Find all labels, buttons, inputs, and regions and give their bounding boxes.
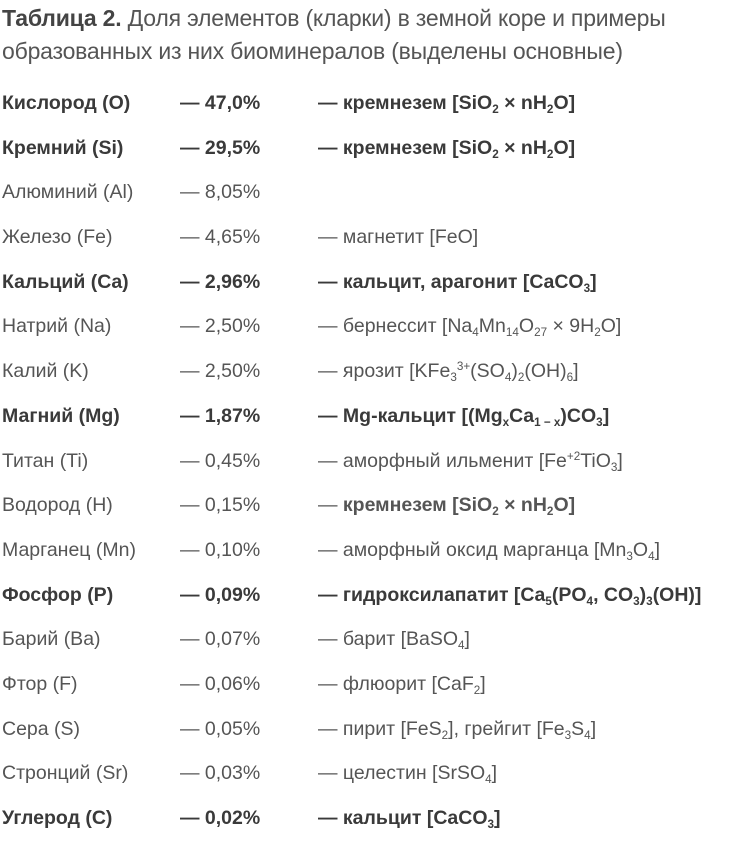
- element-name: Калий (K): [2, 360, 89, 383]
- element-percent: — 0,15%: [180, 494, 261, 517]
- element-percent: — 0,03%: [180, 762, 261, 785]
- biomineral: — кальцит, арагонит [CaCO$_3$]: [318, 270, 597, 295]
- biomineral: — кремнезем $[SiO_2 \times nH_2O]$: [318, 494, 576, 519]
- table-row: [2, 170, 744, 215]
- element-name: Марганец (Mn): [2, 538, 136, 561]
- table-row: [2, 796, 744, 841]
- element-name: Титан (Ti): [2, 449, 89, 472]
- biomineral: — целестин [SrSO$_4$]: [318, 762, 498, 787]
- biomineral: — барит [BaSO$_4$]: [318, 628, 470, 653]
- table-row: [2, 439, 744, 484]
- element-name: Кремний (Si): [2, 136, 124, 159]
- element-name: Водород (H): [2, 494, 113, 517]
- element-percent: — 29,5%: [180, 136, 261, 159]
- biomineral: — кальцит [CaCO$_3$]: [318, 807, 501, 832]
- element-name: Барий (Ba): [2, 628, 101, 651]
- table-row: [2, 751, 744, 796]
- element-percent: — 0,07%: [180, 628, 261, 651]
- biomineral: — флюорит [CaF$_2$]: [318, 672, 486, 698]
- element-percent: — 0,09%: [180, 583, 261, 606]
- table-row: [2, 394, 744, 439]
- biomineral: — аморфный ильменит $[Fe^{+2}TiO_3]$: [318, 449, 623, 474]
- biomineral: — кремнезем $[SiO_2 \times nH_2O]$: [318, 136, 576, 161]
- table-row: [2, 573, 744, 618]
- biomineral: — магнетит [FeO]: [318, 226, 479, 249]
- element-percent: — 0,05%: [180, 717, 261, 740]
- element-name: Алюминий (Al): [2, 181, 134, 204]
- biomineral: — ярозит $[KFe_3^{3+}(SO_4)_2(OH)_6]$: [318, 360, 579, 385]
- caption-label: Таблица 2.: [2, 5, 122, 31]
- elements-table: [2, 81, 744, 841]
- table-row: [2, 304, 744, 349]
- element-name: Сера (S): [2, 717, 81, 740]
- element-percent: — 0,45%: [180, 449, 261, 472]
- biomineral: — кремнезем $[SiO_2 \times nH_2O]$: [318, 92, 576, 117]
- table-row: [2, 215, 744, 260]
- biomineral: — бернессит $[Na_4Mn_{14}O_{27} \times 9H_2O]$: [318, 315, 622, 340]
- element-percent: — 4,65%: [180, 226, 261, 249]
- element-name: Кальций (Ca): [2, 270, 129, 293]
- table-row: [2, 662, 744, 707]
- element-percent: — 2,96%: [180, 270, 261, 293]
- biomineral: — гидроксилапатит [$Ca_5(PO_4$, $CO_3)_3(OH)$]: [318, 583, 702, 608]
- element-name: Стронций (Sr): [2, 762, 129, 785]
- element-name: Железо (Fe): [2, 226, 113, 249]
- element-name: Углерод (C): [2, 807, 113, 829]
- element-percent: — 0,10%: [180, 538, 261, 561]
- caption-text: Доля элементов (кларки) в земной коре и примеры образованных из них биоминералов (выделены основные): [2, 5, 666, 64]
- table-row: [2, 483, 744, 528]
- element-name: Магний (Mg): [2, 404, 120, 427]
- table-row: [2, 126, 744, 171]
- element-name: Фосфор (P): [2, 583, 114, 606]
- biomineral: — Mg-кальцит $[(Mg_xCa_{1 - x})CO_3]$: [318, 404, 610, 429]
- table-row: [2, 707, 744, 752]
- element-name: Кислород (O): [2, 92, 131, 114]
- table-caption: [2, 2, 742, 68]
- element-percent: — 2,50%: [180, 315, 261, 338]
- table-row: [2, 349, 744, 394]
- biomineral: — пирит [FeS$_2$], грейгит $[Fe_3S_4]$: [318, 717, 597, 742]
- element-name: Фтор (F): [2, 672, 78, 695]
- element-percent: — 2,50%: [180, 360, 261, 383]
- biomineral: — аморфный оксид марганца $[Mn_3O_4]$: [318, 538, 660, 563]
- element-percent: — 1,87%: [180, 404, 261, 427]
- element-percent: — 0,02%: [180, 807, 261, 829]
- element-percent: — 8,05%: [180, 181, 261, 204]
- table-row: [2, 617, 744, 662]
- table-row: [2, 528, 744, 573]
- element-percent: — 47,0%: [180, 92, 261, 114]
- table-row: [2, 81, 744, 126]
- table-row: [2, 260, 744, 305]
- element-name: Натрий (Na): [2, 315, 112, 338]
- element-percent: — 0,06%: [180, 672, 261, 695]
